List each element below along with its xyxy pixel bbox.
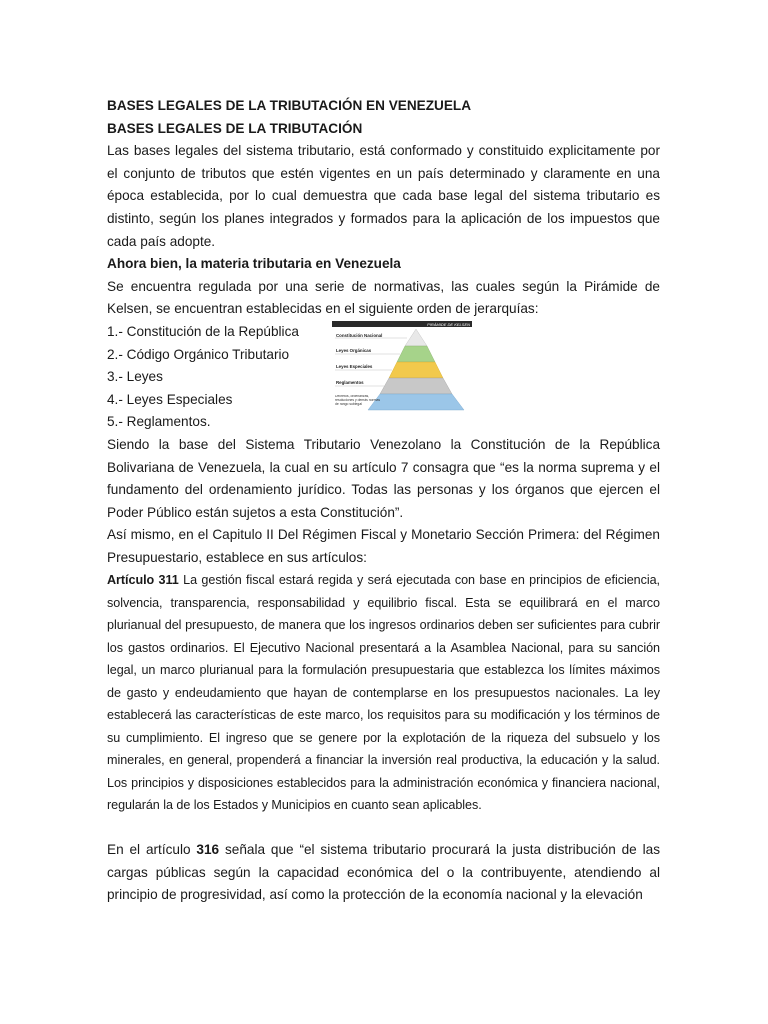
pyramid-label-3: Leyes Especiales xyxy=(336,363,373,369)
paragraph-capitulo: Así mismo, en el Capitulo II Del Régimen Fiscal y Monetario Sección Primera: del Régimen Presupuestario, establece en sus artículos: xyxy=(107,527,660,565)
pyramid-level-1 xyxy=(405,329,427,346)
section-heading-venezuela: Ahora bien, la materia tributaria en Venezuela xyxy=(107,256,401,272)
pyramid-header: PIRÁMIDE DE KELSEN xyxy=(427,321,470,327)
list-item: 3.- Leyes xyxy=(107,369,163,385)
document-title: BASES LEGALES DE LA TRIBUTACIÓN EN VENEZUELA xyxy=(107,98,472,113)
pyramid-label-5-wrap xyxy=(335,395,381,411)
spacer xyxy=(107,817,660,839)
hierarchy-section xyxy=(107,321,660,434)
article-311 xyxy=(107,569,660,817)
article-311-label: Artículo 311 xyxy=(107,573,179,588)
pyramid-label-1: Constitución Nacional xyxy=(336,332,383,338)
list-item: 2.- Código Orgánico Tributario xyxy=(107,346,290,362)
paragraph-kelsen: Se encuentra regulada por una serie de normativas, las cuales según la Pirámide de Kelsen, se encuentran establecidas en el siguiente orden de jerarquías: xyxy=(107,278,660,317)
document-page xyxy=(107,95,660,907)
pyramid-label-5: Decretos, ordenanzas, resoluciones y demás normas de rango sublegal xyxy=(335,394,381,406)
pyramid-label-2: Leyes Orgánicas xyxy=(336,347,372,353)
kelsen-pyramid-image xyxy=(332,321,472,434)
list-item: 4.- Leyes Especiales xyxy=(107,391,233,407)
pyramid-figure xyxy=(332,321,472,416)
art316-post: señala que “el sistema tributario procurará la justa distribución de las cargas públicas según la capacidad económica del o la contribuyente, atendiendo al principio de progresividad, así como la protección de la economía nacional y la elevación xyxy=(107,841,660,903)
pyramid-level-3 xyxy=(389,362,443,378)
paragraph-intro: Las bases legales del sistema tributario, está conformado y constituido explicitamente por el conjunto de tributos que estén vigentes en un país determinado y claramente en una época establecida, por lo cual demuestra que cada base legal del sistema tributario es distinto, según los planes integrados y formados para la aplicación de los impuestos que cada país adopte. xyxy=(107,143,660,249)
paragraph-constitucion: Siendo la base del Sistema Tributario Venezolano la Constitución de la República Bolivariana de Venezuela, la cual en su artículo 7 consagra que “es la norma suprema y el fundamento del ordenamiento jurídico. Todas las personas y los órganos que ejercen el Poder Público están sujetos a esta Constitución”. xyxy=(107,436,660,520)
list-item: 5.- Reglamentos. xyxy=(107,414,211,430)
paragraph-art316 xyxy=(107,839,660,907)
hierarchy-list xyxy=(107,321,332,434)
art316-number: 316 xyxy=(196,841,220,857)
list-item: 1.- Constitución de la República xyxy=(107,323,299,339)
section-title: BASES LEGALES DE LA TRIBUTACIÓN xyxy=(107,120,363,136)
pyramid-label-4: Reglamentos xyxy=(336,379,364,385)
article-311-text: La gestión fiscal estará regida y será ejecutada con base en principios de eficiencia, solvencia, transparencia, responsabilidad y equilibrio fiscal. Esta se equilibrará en el marco plurianual del presupuesto, de manera que los ingresos ordinarios deben ser suficientes para cubrir los gastos ordinarios. El Ejecutivo Nacional presentará a la Asamblea Nacional, para su sanción legal, un marco plurianual para la formulación presupuestaria que establezca los límites máximos de gasto y endeudamiento que hayan de contemplarse en los presupuestos nacionales. La ley establecerá las características de este marco, los requisitos para su modificación y los términos de su cumplimiento. El ingreso que se genere por la explotación de la riqueza del subsuelo y los minerales, en general, propenderá a financiar la inversión real productiva, la educación y la salud. Los principios y disposiciones establecidos para la administración económica y financiera nacional, regularán la de los Estados y Municipios en cuanto sean aplicables. xyxy=(107,573,661,813)
art316-pre: En el artículo xyxy=(107,841,197,857)
pyramid-level-2 xyxy=(397,346,435,362)
